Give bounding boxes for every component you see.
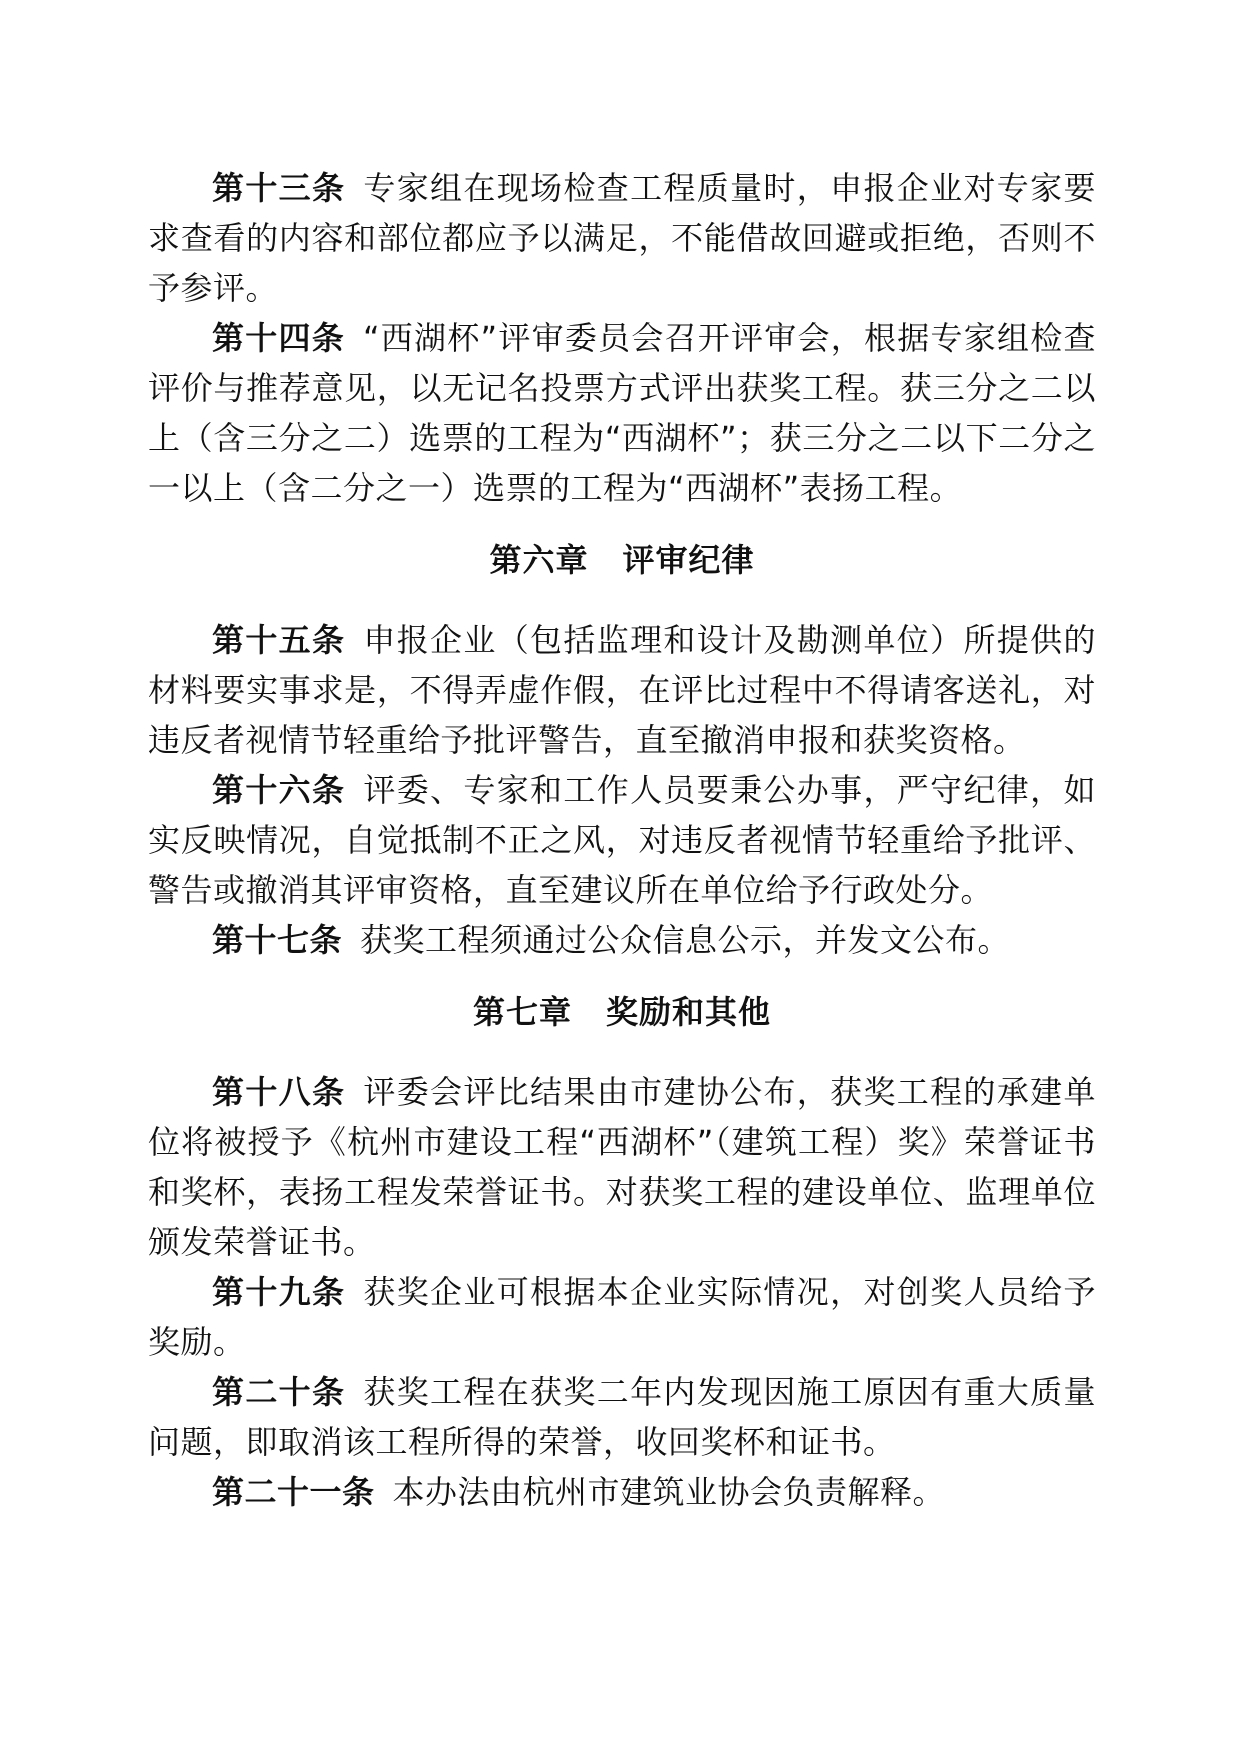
article-16 — [148, 765, 1096, 915]
article-number: 第二十条 — [212, 1373, 346, 1411]
article-text: 本办法由杭州市建筑业协会负责解释。 — [392, 1473, 946, 1511]
article-text: 获奖工程须通过公众信息公示，并发文公布。 — [360, 921, 1011, 959]
chapter-title: 评审纪律 — [622, 541, 755, 579]
article-number: 第十八条 — [212, 1073, 346, 1111]
article-number: 第十四条 — [212, 319, 345, 357]
article-21 — [148, 1467, 1096, 1517]
article-text: 评委会评比结果由市建协公布，获奖工程的承建单位将被授予《杭州市建设工程“西湖杯”（建筑工程）奖》荣誉证书和奖杯，表扬工程发荣誉证书。对获奖工程的建设单位、监理单位颁发荣誉证书。 — [148, 1073, 1096, 1261]
article-number: 第二十一条 — [212, 1473, 375, 1511]
article-17 — [148, 915, 1096, 965]
chapter-title: 奖励和其他 — [606, 993, 772, 1031]
article-text: 评委、专家和工作人员要秉公办事，严守纪律，如实反映情况，自觉抵制不正之风，对违反者视情节轻重给予批评、警告或撤消其评审资格，直至建议所在单位给予行政处分。 — [148, 771, 1096, 909]
chapter-label: 第七章 — [472, 993, 572, 1031]
article-19 — [148, 1267, 1096, 1367]
chapter-7-heading — [148, 987, 1096, 1037]
article-14 — [148, 313, 1096, 513]
article-text: 专家组在现场检查工程质量时，申报企业对专家要求查看的内容和部位都应予以满足，不能借故回避或拒绝，否则不予参评。 — [148, 169, 1096, 307]
article-18 — [148, 1067, 1096, 1267]
article-text: 获奖企业可根据本企业实际情况，对创奖人员给予奖励。 — [148, 1273, 1096, 1361]
article-number: 第十三条 — [212, 169, 346, 207]
chapter-label: 第六章 — [489, 541, 589, 579]
chapter-6-heading — [148, 535, 1096, 585]
article-text: 获奖工程在获奖二年内发现因施工原因有重大质量问题，即取消该工程所得的荣誉，收回奖杯和证书。 — [148, 1373, 1096, 1461]
article-number: 第十六条 — [212, 771, 346, 809]
article-20 — [148, 1367, 1096, 1467]
article-text: 申报企业（包括监理和设计及勘测单位）所提供的材料要实事求是，不得弄虚作假，在评比过程中不得请客送礼，对违反者视情节轻重给予批评警告，直至撤消申报和获奖资格。 — [148, 621, 1096, 759]
article-13 — [148, 163, 1096, 313]
article-text: “西湖杯”评审委员会召开评审会，根据专家组检查评价与推荐意见，以无记名投票方式评出获奖工程。获三分之二以上（含三分之二）选票的工程为“西湖杯”；获三分之二以下二分之一以上（含二分之一）选票的工程为“西湖杯”表扬工程。 — [148, 319, 1096, 507]
article-15 — [148, 615, 1096, 765]
article-number: 第十七条 — [212, 921, 343, 959]
article-number: 第十五条 — [212, 621, 346, 659]
article-number: 第十九条 — [212, 1273, 346, 1311]
